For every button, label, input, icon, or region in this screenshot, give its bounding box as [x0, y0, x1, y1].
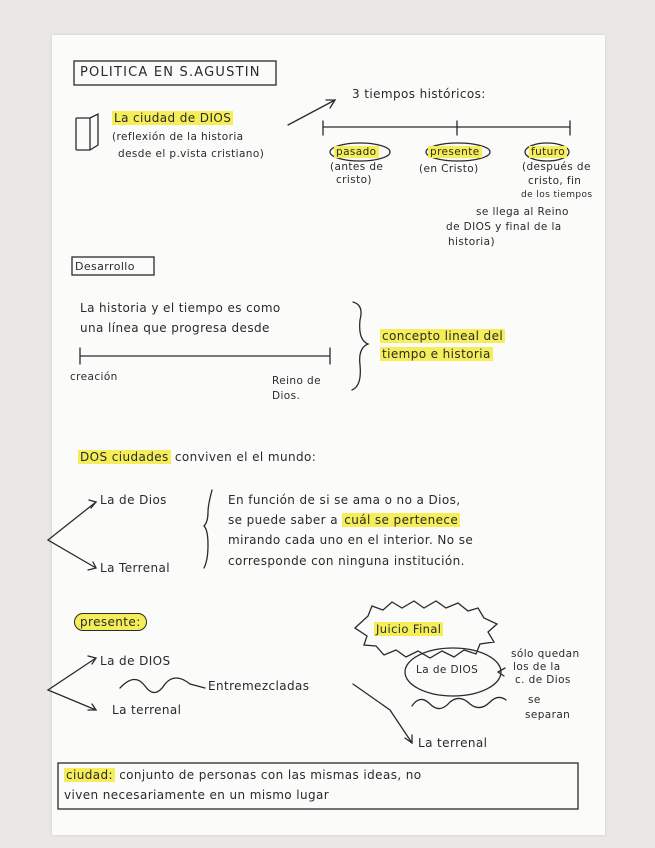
presente-label: presente	[430, 146, 480, 158]
futuro-note-2: de DIOS y final de la	[446, 221, 562, 233]
book-name: La ciudad de DIOS	[114, 111, 232, 125]
ciudades-exp-1: En función de si se ama o no a Dios,	[228, 493, 461, 507]
ciudades-exp-4: corresponde con ninguna institución.	[228, 554, 465, 568]
reino-label-1: Reino de	[272, 375, 321, 387]
reino-label-2: Dios.	[272, 390, 301, 402]
juicio-note-1: sólo quedan	[511, 648, 580, 660]
desarrollo-heading: Desarrollo	[75, 260, 135, 273]
book-desc-1: (reflexión de la historia	[112, 131, 244, 143]
desarrollo-line-1: La historia y el tiempo es como	[80, 301, 281, 315]
creacion-label: creación	[70, 371, 118, 383]
futuro-desc-3: de los tiempos	[521, 190, 593, 200]
juicio-sep-1: se	[528, 694, 541, 706]
futuro-note-1: se llega al Reino	[476, 206, 569, 218]
futuro-note-3: historia)	[448, 236, 495, 248]
page-title: POLITICA EN S.AGUSTIN	[80, 65, 261, 80]
juicio-dios-label: La de DIOS	[416, 664, 479, 676]
presente-heading: presente:	[74, 616, 147, 628]
presente-dios-label: La de DIOS	[100, 654, 171, 668]
juicio-sep-2: separan	[525, 709, 571, 721]
ciudad-dios-label: La de Dios	[100, 493, 167, 507]
tiempos-heading: 3 tiempos históricos:	[352, 87, 486, 101]
definicion-line-1: ciudad: conjunto de personas con las mismas ideas, no	[66, 768, 422, 782]
ciudades-exp-3: mirando cada uno en el interior. No se	[228, 533, 474, 547]
entremezcladas-label: Entremezcladas	[208, 679, 310, 693]
presente-terrenal-label: La terrenal	[112, 703, 182, 717]
ciudades-heading: DOS ciudades conviven el el mundo:	[80, 450, 317, 464]
futuro-desc-2: cristo, fin	[528, 175, 582, 187]
futuro-desc-1: (después de	[522, 161, 591, 173]
pasado-label: pasado	[336, 146, 377, 158]
concepto-line-2: tiempo e historia	[382, 347, 491, 361]
juicio-note-2: los de la	[513, 661, 561, 673]
concepto-line-1: concepto lineal del	[382, 329, 504, 343]
pasado-desc-2: cristo)	[336, 174, 372, 186]
juicio-final-label: Juicio Final	[376, 622, 442, 636]
ciudad-terrenal-label: La Terrenal	[100, 561, 170, 575]
juicio-note-3: c. de Dios	[515, 674, 571, 686]
juicio-terrenal-label: La terrenal	[418, 736, 488, 750]
definicion-line-2: viven necesariamente en un mismo lugar	[64, 788, 330, 802]
desarrollo-line-2: una línea que progresa desde	[80, 321, 270, 335]
book-desc-2: desde el p.vista cristiano)	[118, 148, 265, 160]
futuro-label: futuro	[531, 146, 566, 158]
presente-desc: (en Cristo)	[419, 163, 479, 175]
pasado-desc-1: (antes de	[330, 161, 384, 173]
ciudades-exp-2: se puede saber a cuál se pertenece	[228, 513, 459, 527]
